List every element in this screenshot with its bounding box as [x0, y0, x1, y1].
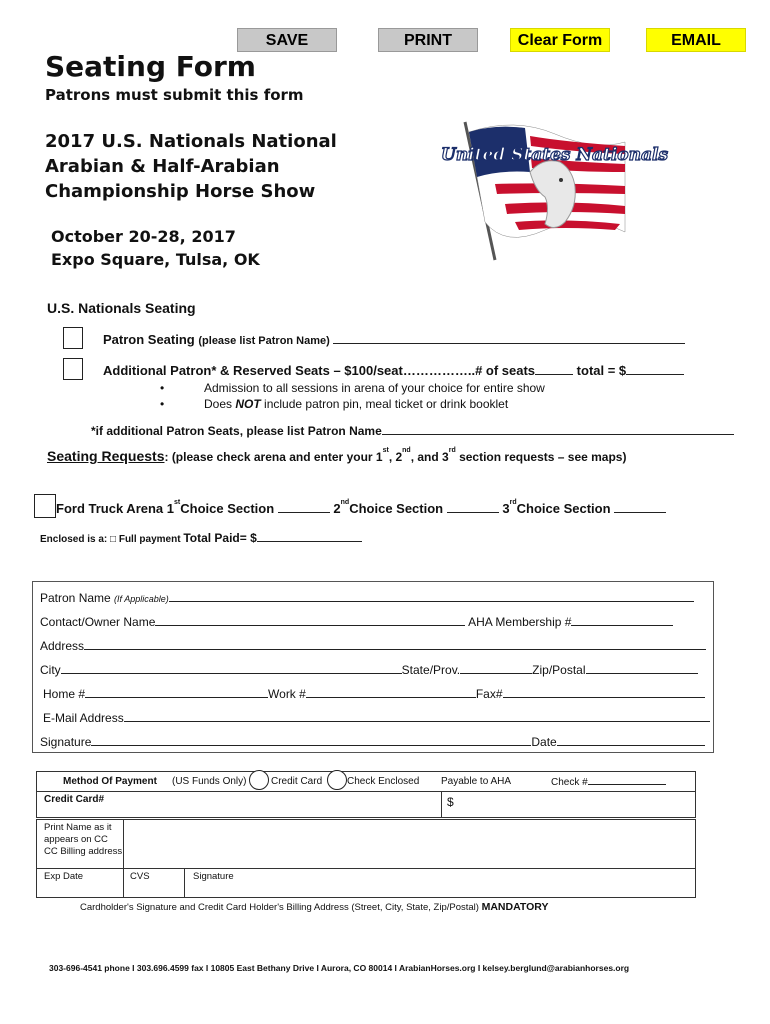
additional-total-label: total = $	[576, 363, 627, 378]
cvs-label: CVS	[130, 871, 150, 882]
credit-card-option-label: Credit Card	[271, 776, 323, 787]
check-number-row	[551, 776, 666, 788]
choice-3-label: Choice Section	[516, 501, 611, 516]
choice-2-number: 2	[333, 501, 341, 516]
fax-input[interactable]	[503, 687, 705, 698]
home-phone-label: Home #	[43, 687, 86, 701]
email-input[interactable]	[124, 711, 710, 722]
total-paid-label: Total Paid= $	[183, 531, 257, 545]
check-enclosed-radio[interactable]	[327, 770, 347, 790]
sup-st-2: st	[174, 499, 181, 506]
signature-row	[40, 735, 705, 749]
patron-name-note: (If Applicable)	[114, 594, 169, 604]
aha-membership-input[interactable]	[571, 615, 673, 626]
cc-billing-label: CC Billing address	[44, 846, 123, 857]
event-name-line3: Championship Horse Show	[45, 181, 316, 202]
total-paid-field[interactable]	[257, 531, 362, 542]
check-number-label: Check #	[551, 777, 588, 788]
choice-2-field[interactable]	[447, 502, 499, 513]
state-input[interactable]	[460, 663, 532, 674]
email-button[interactable]: EMAIL	[646, 28, 746, 52]
bullet-1-text: Admission to all sessions in arena of your choice for entire show	[204, 381, 545, 395]
city-row	[40, 663, 698, 677]
additional-patron-label: Additional Patron* & Reserved Seats – $100/seat……………..# of seats	[103, 363, 536, 378]
credit-card-number-label: Credit Card#	[44, 794, 105, 805]
additional-patron-row	[103, 363, 684, 378]
footer-contact: 303-696-4541 phone I 303.696.4599 fax I 10805 East Bethany Drive I Aurora, CO 80014 I ArabianHorses.org I kelsey.berglund@arabianhorses.org	[49, 963, 630, 973]
state-label: State/Prov.	[401, 663, 461, 677]
save-button[interactable]: SAVE	[237, 28, 337, 52]
choice-1-field[interactable]	[278, 502, 330, 513]
mandatory-label: MANDATORY	[481, 901, 549, 913]
event-name-line2: Arabian & Half-Arabian	[45, 156, 280, 177]
additional-names-field[interactable]	[382, 424, 734, 435]
payable-label: Payable to AHA	[441, 776, 512, 787]
address-label: Address	[40, 639, 85, 653]
choice-2-label: Choice Section	[349, 501, 444, 516]
requests-note-2: , 2	[388, 450, 403, 464]
bullet-2-post: include patron pin, meal ticket or drink booklet	[260, 397, 509, 411]
patron-seating-label: Patron Seating	[103, 332, 195, 347]
requests-note-4: section requests – see maps)	[455, 450, 627, 464]
patron-name-field[interactable]	[333, 333, 685, 344]
additional-names-row	[91, 424, 734, 438]
cc-signature-cell[interactable]	[184, 868, 696, 898]
cc-name-billing-input[interactable]	[123, 819, 696, 869]
enclosed-row	[40, 531, 362, 545]
credit-card-radio[interactable]	[249, 770, 269, 790]
seating-section-title: U.S. Nationals Seating	[47, 300, 196, 316]
zip-input[interactable]	[586, 663, 698, 674]
patron-seating-note: (please list Patron Name)	[198, 335, 330, 347]
ford-arena-checkbox[interactable]	[34, 494, 56, 518]
phone-row	[43, 687, 705, 701]
sup-rd: rd	[448, 447, 456, 454]
bullet-item-1: • Admission to all sessions in arena of your choice for entire show	[160, 381, 545, 395]
zip-label: Zip/Postal	[532, 663, 586, 677]
date-label: Date	[531, 735, 557, 749]
enclosed-label: Enclosed is a: □ Full payment	[40, 534, 181, 545]
choice-1-label: Choice Section	[180, 501, 275, 516]
contact-owner-input[interactable]	[155, 615, 465, 626]
work-phone-input[interactable]	[306, 687, 476, 698]
contact-row	[40, 615, 673, 629]
nationals-logo	[435, 112, 669, 262]
choice-3-number: 3	[502, 501, 510, 516]
work-phone-label: Work #	[268, 687, 306, 701]
additional-total-field[interactable]	[626, 364, 684, 375]
requests-note-3: , and 3	[410, 450, 449, 464]
bullet-2-emphasis: NOT	[235, 397, 261, 411]
city-input[interactable]	[61, 663, 402, 674]
sup-nd: nd	[402, 447, 411, 454]
amount-dollar-sign: $	[447, 795, 454, 809]
fax-label: Fax#	[475, 687, 503, 701]
aha-membership-label: AHA Membership #	[468, 615, 572, 629]
patron-seating-checkbox[interactable]	[63, 327, 83, 349]
patron-name-input[interactable]	[169, 591, 694, 602]
requests-note-1: : (please check arena and enter your 1	[164, 450, 383, 464]
seating-requests-row	[47, 448, 626, 464]
page-title: Seating Form	[45, 50, 256, 83]
contact-owner-label: Contact/Owner Name	[40, 615, 156, 629]
exp-date-label: Exp Date	[44, 871, 84, 882]
payment-method-label: Method Of Payment	[63, 776, 157, 787]
us-funds-label: (US Funds Only)	[172, 776, 247, 787]
choice-3-field[interactable]	[614, 502, 666, 513]
check-enclosed-label: Check Enclosed	[347, 776, 420, 787]
sup-nd-2: nd	[340, 499, 350, 506]
logo-text: United States Nationals	[441, 145, 669, 165]
bullet-2-pre: Does	[204, 397, 236, 411]
amount-cell[interactable]	[441, 791, 696, 818]
seating-requests-title: Seating Requests	[47, 448, 165, 464]
bullet-item-2: • Does NOT include patron pin, meal ticket or drink booklet	[160, 397, 509, 411]
email-label: E-Mail Address	[43, 711, 124, 725]
arena-label: Ford Truck Arena 1	[56, 501, 174, 516]
city-label: City	[40, 663, 61, 677]
print-button[interactable]: PRINT	[378, 28, 478, 52]
sup-rd-2: rd	[509, 499, 517, 506]
patron-name-label: Patron Name	[40, 591, 111, 605]
address-row	[40, 639, 706, 653]
cardholder-note: Cardholder's Signature and Credit Card Holder's Billing Address (Street, City, State, Zip/Postal)	[80, 902, 479, 913]
patron-seating-row	[103, 332, 685, 347]
arena-choices-row	[56, 501, 666, 516]
address-input[interactable]	[84, 639, 706, 650]
additional-patron-checkbox[interactable]	[63, 358, 83, 380]
seat-count-field[interactable]	[535, 364, 573, 375]
page-subtitle: Patrons must submit this form	[45, 86, 304, 104]
additional-names-label: *if additional Patron Seats, please list Patron Name	[91, 424, 382, 438]
event-name-line1: 2017 U.S. Nationals National	[45, 131, 337, 152]
print-name-label: Print Name as it appears on CC	[44, 822, 112, 845]
sup-st: st	[382, 447, 389, 454]
event-date: October 20-28, 2017	[51, 227, 236, 246]
signature-input[interactable]	[91, 735, 531, 746]
cc-signature-label: Signature	[193, 871, 234, 882]
home-phone-input[interactable]	[85, 687, 268, 698]
clear-form-button[interactable]: Clear Form	[510, 28, 610, 52]
check-number-input[interactable]	[588, 776, 666, 785]
date-input[interactable]	[557, 735, 705, 746]
signature-label: Signature	[40, 735, 92, 749]
cardholder-note-row	[80, 901, 548, 913]
event-location: Expo Square, Tulsa, OK	[51, 250, 260, 269]
email-row	[43, 711, 710, 725]
patron-name-row	[40, 591, 694, 605]
